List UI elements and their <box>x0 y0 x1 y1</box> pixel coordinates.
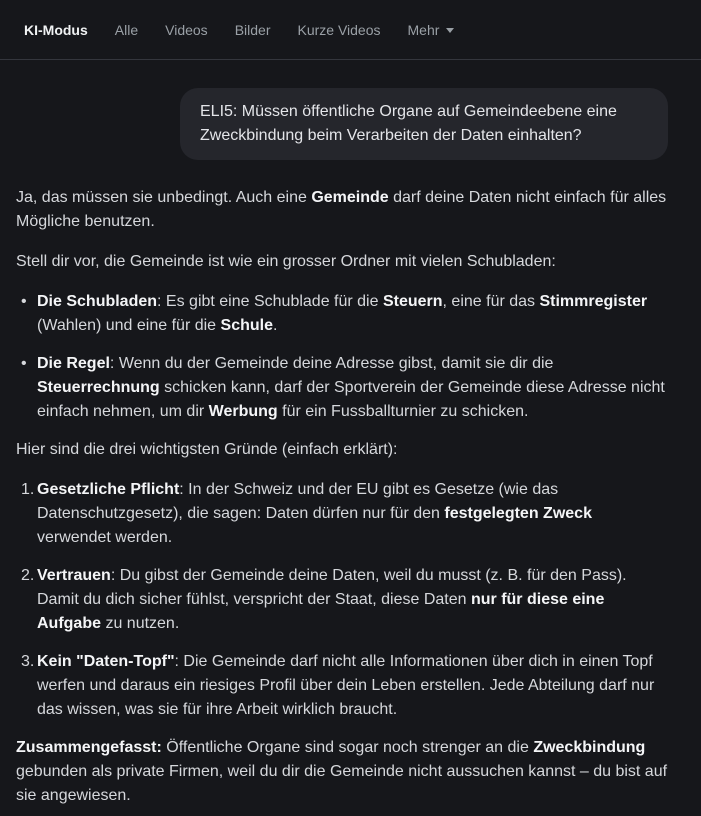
chevron-down-icon <box>446 28 454 33</box>
list-item <box>16 564 668 636</box>
bullet-list <box>16 290 668 424</box>
tab-videos[interactable]: Videos <box>165 21 208 38</box>
bullet-marker: • <box>21 355 27 372</box>
numbered-list <box>16 478 668 722</box>
list-item-text: Die Schubladen: Es gibt eine Schublade für die Steuern, eine für das Stimmregister (Wahlen) und eine für die Schule. <box>37 293 648 334</box>
list-item <box>16 650 668 722</box>
number-marker: 1. <box>21 481 35 498</box>
tab-bilder[interactable]: Bilder <box>234 21 271 38</box>
answer-summary-paragraph: Zusammengefasst: Öffentliche Organe sind sogar noch strenger an die Zweckbindung gebunden als private Firmen, weil du dir die Gemeinde nicht aussuchen kannst – du bist auf sie angewiesen. <box>16 739 668 804</box>
list-item <box>16 478 668 550</box>
results-nav-bar <box>0 0 701 60</box>
ai-mode-content <box>16 60 668 808</box>
list-item-text: Gesetzliche Pflicht: In der Schweiz und der EU gibt es Gesetze (wie das Datenschutzgesetz), die sagen: Daten dürfen nur für den festgelegten Zweck verwendet werden. <box>37 481 592 546</box>
bullet-marker: • <box>21 293 27 310</box>
number-marker: 2. <box>21 567 35 584</box>
answer-reasons-intro: Hier sind die drei wichtigsten Gründe (einfach erklärt): <box>16 441 398 458</box>
number-marker: 3. <box>21 653 35 670</box>
tab-kurze-videos[interactable]: Kurze Videos <box>297 21 381 38</box>
tab-ki-modus[interactable]: KI-Modus <box>24 21 88 38</box>
tab-mehr[interactable] <box>408 22 455 38</box>
tab-alle[interactable]: Alle <box>114 21 139 38</box>
list-item <box>16 352 668 424</box>
user-query-row <box>16 60 668 160</box>
user-query-bubble: ELI5: Müssen öffentliche Organe auf Gemeindeebene eine Zweckbindung beim Verarbeiten der Daten einhalten? <box>180 88 668 160</box>
ai-answer <box>16 186 668 808</box>
tab-mehr-label: Mehr <box>407 21 440 38</box>
list-item <box>16 290 668 338</box>
list-item-text: Kein "Daten-Topf": Die Gemeinde darf nicht alle Informationen über dich in einen Topf werfen und daraus ein riesiges Profil über dein Leben erstellen. Jede Abteilung darf nur das wissen, was sie für ihre Arbeit wirklich braucht. <box>37 653 655 718</box>
list-item-text: Die Regel: Wenn du der Gemeinde deine Adresse gibst, damit sie dir die Steuerrechnung schicken kann, darf der Sportverein der Gemeinde diese Adresse nicht einfach nehmen, um dir Werbung für ein Fussballturnier zu schicken. <box>37 355 665 420</box>
list-item-text: Vertrauen: Du gibst der Gemeinde deine Daten, weil du musst (z. B. für den Pass). Damit du dich sicher fühlst, verspricht der Staat, diese Daten nur für diese eine Aufgabe zu nutzen. <box>37 567 627 632</box>
answer-metaphor-paragraph: Stell dir vor, die Gemeinde ist wie ein grosser Ordner mit vielen Schubladen: <box>16 253 556 270</box>
answer-intro-paragraph: Ja, das müssen sie unbedingt. Auch eine Gemeinde darf deine Daten nicht einfach für alles Mögliche benutzen. <box>16 189 667 230</box>
